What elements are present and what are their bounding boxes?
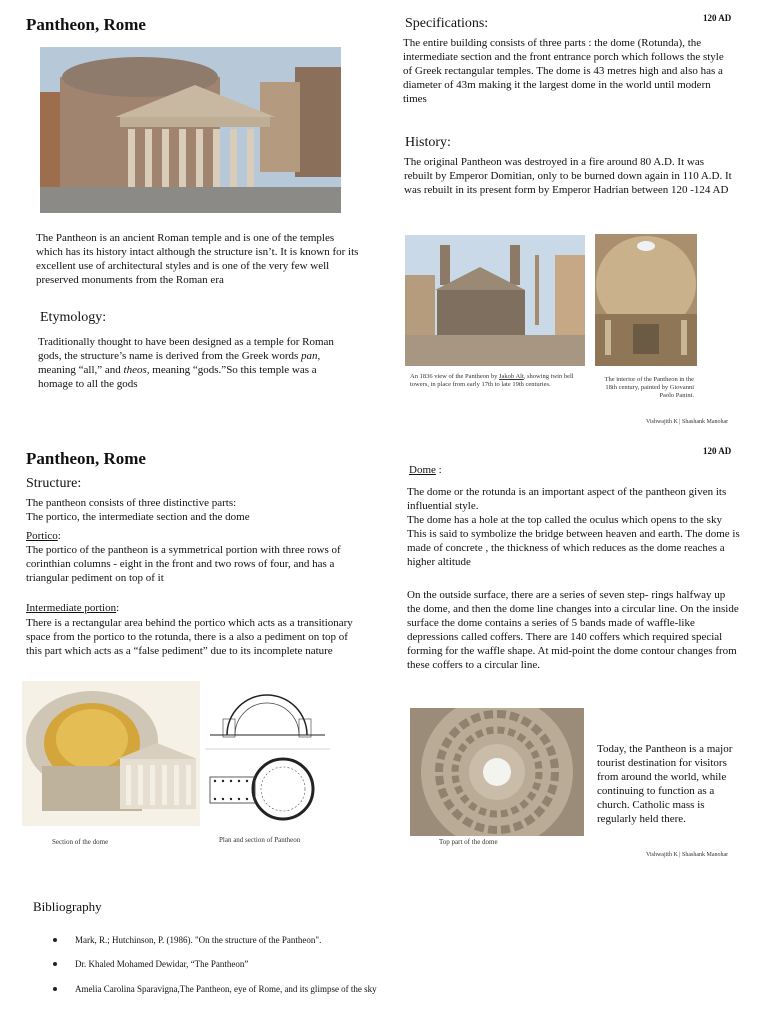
caption-section: Section of the dome	[52, 838, 109, 846]
bibliography-item: Amelia Carolina Sparavigna,The Pantheon, eye of Rome, and its glimpse of the sky	[75, 984, 377, 994]
plan-section-drawing	[205, 677, 330, 824]
link-jakob-alt[interactable]: Jakob Alt	[499, 373, 524, 380]
portico-paragraph: The portico of the pantheon is a symmetrical portion with three rows of corinthian columns - eight in the front and two rows of four, and has a triangular pediment on top of it	[26, 544, 341, 584]
etymology-paragraph: Traditionally thought to have been designed as a temple for Roman gods, the structure’s name is derived from the Greek words pan, meaning “all,” and theos, meaning “gods.”So this temple was a homage to all the gods	[38, 336, 334, 390]
intermediate-heading: Intermediate portion:	[26, 602, 120, 614]
pantheon-exterior-photo	[40, 47, 341, 213]
caption-top: Top part of the dome	[439, 838, 498, 846]
page2-year: 120 AD	[703, 446, 732, 456]
bibliography-heading: Bibliography	[33, 899, 102, 914]
caption-plan: Plan and section of Pantheon	[219, 836, 301, 844]
bullet-icon	[53, 938, 57, 942]
pantheon-interior-painting	[595, 234, 697, 366]
page2-credit: Vishwajith K | Shashank Manohar	[646, 852, 729, 858]
dome-paragraph-1: The dome or the rotunda is an important aspect of the pantheon given its influential style. The dome has a hole at the top called the oculus which opens to the sky This is said to symbolize the bridge between heaven and earth. The dome is made of concrete , the thickness of which reduces as the dome reaches a higher altitude	[407, 486, 740, 568]
bullet-icon	[53, 987, 57, 991]
caption-interior: The interior of the Pantheon in the 18th century, painted by Giovanni Paolo Panini.	[604, 376, 694, 399]
etymology-heading: Etymology:	[40, 310, 107, 325]
dome-heading: Dome :	[409, 464, 442, 476]
history-heading: History:	[405, 135, 451, 150]
specifications-heading: Specifications:	[405, 16, 489, 31]
page1-year: 120 AD	[703, 13, 732, 23]
caption-1836-view: An 1836 view of the Pantheon by Jakob Alt, showing twin bell towers, in place from early 17th to late 19th centuries.	[410, 373, 574, 388]
bibliography-item: Mark, R.; Hutchinson, P. (1986). "On the structure of the Pantheon".	[75, 935, 322, 945]
page2-title: Pantheon, Rome	[26, 449, 146, 468]
structure-paragraph: The pantheon consists of three distinctive parts: The portico, the intermediate section and the dome	[26, 497, 250, 523]
dome-paragraph-2: On the outside surface, there are a series of seven step- rings halfway up the dome, and then the dome line changes into a circular line. On the inside surface the dome contains a series of 5 bands made of waffle-like depressions called coffers. There are 140 coffers which required special forming for the waffle shape. At mid-point the dome contour changes from these coffers to a circular line.	[407, 589, 739, 671]
structure-heading: Structure:	[26, 476, 82, 491]
today-paragraph: Today, the Pantheon is a major tourist destination for visitors from around the world, while continuing to function as a church. Catholic mass is regularly held there.	[597, 743, 733, 825]
bullet-icon	[53, 962, 57, 966]
specifications-paragraph: The entire building consists of three parts : the dome (Rotunda), the intermediate section and the front entrance porch which follows the style of Greek rectangular temples. The dome is 43 metres high and also has a diameter of 43m making it the largest dome in the world until modern times	[403, 37, 724, 105]
page1-title: Pantheon, Rome	[26, 15, 146, 34]
dome-top-photo	[410, 708, 584, 836]
pantheon-1836-painting	[405, 235, 585, 366]
dome-section-drawing	[22, 681, 200, 826]
intro-paragraph: The Pantheon is an ancient Roman temple and is one of the temples which has its history intact although the structure isn’t. It is known for its excellent use of architectural styles and is one of the very few well preserved monuments from the Roman era	[36, 232, 359, 286]
intermediate-paragraph: There is a rectangular area behind the portico which acts as a transitionary space from the portico to the rotunda, there is a also a pediment on top of this part which acts as a “false pediment” due to its incomplete nature	[26, 617, 353, 657]
page1-credit: Vishwajith K | Shashank Manohar	[646, 419, 729, 425]
history-paragraph: The original Pantheon was destroyed in a fire around 80 A.D. It was rebuilt by Emperor Domitian, only to be burned down again in 110 A.D. It was rebuilt in its present form by Emperor Hadrian between 120 -124 AD	[404, 156, 732, 196]
bibliography-item: Dr. Khaled Mohamed Dewidar, “The Pantheon”	[75, 959, 249, 969]
portico-heading: Portico:	[26, 530, 61, 542]
